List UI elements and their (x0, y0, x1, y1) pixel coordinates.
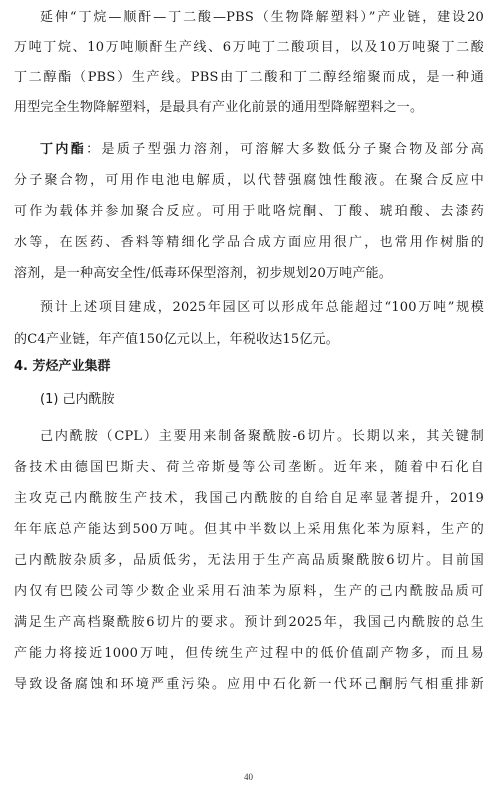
paragraph-4-line: 备技术由德国巴斯夫、荷兰帝斯曼等公司垄断。近年来，随着中石化自 (14, 460, 484, 475)
paragraph-4-line: 己内酰胺杂质多，品质低劣，无法用于生产高品质聚酰胺6切片。目前国 (14, 553, 484, 568)
term-bold: 丁内酯 (40, 142, 87, 157)
paragraph-4-line: 己内酰胺（CPL）主要用来制备聚酰胺-6切片。长期以来，其关键制 (40, 429, 484, 444)
paragraph-4-line: 产能力将接近1000万吨，但传统生产过程中的低价值副产物多，而且易 (14, 646, 484, 661)
paragraph-2-line: 溶剂，是一种高安全性/低毒环保型溶剂，初步规划20万吨产能。 (14, 266, 392, 281)
section-heading: 4. 芳烃产业集群 (14, 359, 111, 374)
paragraph-2-line: 分子聚合物，可用作电池电解质，以代替强腐蚀性酸液。在聚合反应中 (14, 173, 484, 188)
paragraph-4-line: 年年底总产能达到500万吨。但其中半数以上采用焦化苯为原料，生产的 (14, 522, 484, 537)
paragraph-3-line: 预计上述项目建成，2025年园区可以形成年总能超过“100万吨”规模 (40, 300, 484, 315)
paragraph-2-line: 水等，在医药、香料等精细化学品合成方面应用很广，也常用作树脂的 (14, 235, 484, 250)
paragraph-4-line: 主攻克己内酰胺生产技术，我国己内酰胺的自给自足率显著提升，2019 (14, 491, 484, 506)
paragraph-4-line: 内仅有巴陵公司等少数企业采用石油苯为原料，生产的己内酰胺品质可 (14, 584, 484, 599)
subsection-heading: (1) 己内酰胺 (40, 392, 115, 407)
page-number: 40 (244, 772, 253, 782)
paragraph-1-line: 丁二醇酯（PBS）生产线。PBS由丁二酸和丁二醇经缩聚而成，是一种通 (14, 70, 484, 85)
paragraph-2-line: 可作为载体并参加聚合反应。可用于吡咯烷酮、丁酸、琥珀酸、去漆药 (14, 204, 484, 219)
paragraph-2-text: ：是质子型强力溶剂，可溶解大多数低分子聚合物及部分高 (86, 142, 484, 157)
paragraph-1-line: 用型完全生物降解塑料，是最具有产业化前景的通用型降解塑料之一。 (14, 100, 424, 115)
paragraph-1-line: 万吨丁烷、10万吨顺酐生产线、6万吨丁二酸项目，以及10万吨聚丁二酸 (14, 40, 484, 55)
paragraph-2-line (14, 140, 484, 160)
paragraph-1-line: 延伸“丁烷—顺酐—丁二酸—PBS（生物降解塑料）”产业链，建设20 (40, 10, 484, 25)
paragraph-4-line: 满足生产高档聚酰胺6切片的要求。预计到2025年，我国己内酰胺的总生 (14, 615, 484, 630)
paragraph-3-line: 的C4产业链，年产值150亿元以上，年税收达15亿元。 (14, 332, 339, 347)
paragraph-4-line: 导致设备腐蚀和环境严重污染。应用中石化新一代环己酮肟气相重排新 (14, 677, 484, 692)
